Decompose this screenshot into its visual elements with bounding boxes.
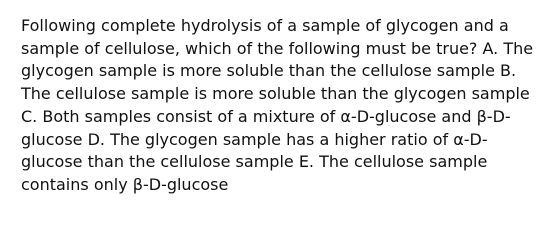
question-line-3: glycogen sample is more soluble than the cellulose sample B. [21,61,517,81]
question-text [21,15,546,197]
question-line-2: sample of cellulose, which of the following must be true? A. The [21,38,534,58]
question-line-6: glucose D. The glycogen sample has a higher ratio of α-D- [21,129,488,149]
question-line-7: glucose than the cellulose sample E. The cellulose sample [21,152,488,172]
question-line-5: C. Both samples consist of a mixture of α-D-glucose and β-D- [21,106,511,126]
question-line-4: The cellulose sample is more soluble than the glycogen sample [21,84,530,104]
question-line-8: contains only β-D-glucose [21,174,229,194]
question-line-1: Following complete hydrolysis of a sample of glycogen and a [21,16,509,35]
